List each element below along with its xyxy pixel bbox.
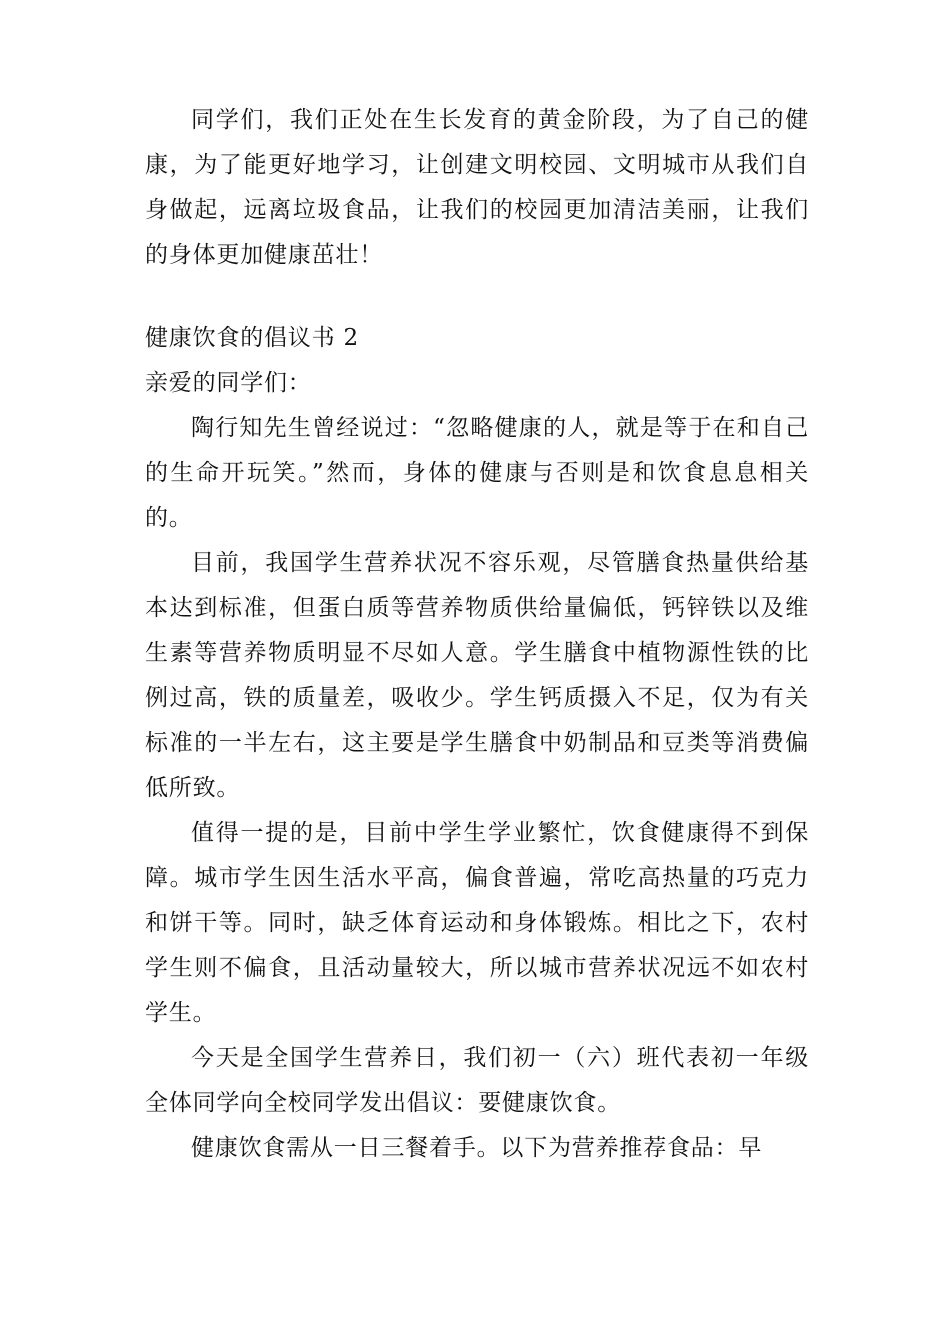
body-paragraph-1: 陶行知先生曾经说过：“忽略健康的人，就是等于在和自己的生命开玩笑。”然而，身体的健康与否则是和饮食息息相关的。 bbox=[145, 415, 809, 531]
body-paragraph-4: 今天是全国学生营养日，我们初一（六）班代表初一年级全体同学向全校同学发出倡议：要健康饮食。 bbox=[145, 1045, 809, 1116]
closing-block bbox=[145, 98, 809, 278]
salutation: 亲爱的同学们： bbox=[145, 370, 312, 396]
body-paragraph-3: 值得一提的是，目前中学生学业繁忙，饮食健康得不到保障。城市学生因生活水平高，偏食普遍，常吃高热量的巧克力和饼干等。同时，缺乏体育运动和身体锻炼。相比之下，农村学生则不偏食，且活动量较大，所以城市营养状况远不如农村学生。 bbox=[145, 820, 809, 1026]
document-page bbox=[145, 98, 809, 1171]
body-paragraph-2: 目前，我国学生营养状况不容乐观，尽管膳食热量供给基本达到标准，但蛋白质等营养物质供给量偏低，钙锌铁以及维生素等营养物质明显不尽如人意。学生膳食中植物源性铁的比例过高，铁的质量差，吸收少。学生钙质摄入不足，仅为有关标准的一半左右，这主要是学生膳食中奶制品和豆类等消费偏低所致。 bbox=[145, 550, 809, 801]
section-title: 健康饮食的倡议书 2 bbox=[145, 325, 359, 351]
closing-paragraph: 同学们，我们正处在生长发育的黄金阶段，为了自己的健康，为了能更好地学习，让创建文明校园、文明城市从我们自身做起，远离垃圾食品，让我们的校园更加清洁美丽，让我们的身体更加健康茁壮！ bbox=[145, 107, 809, 268]
body-paragraph-5: 健康饮食需从一日三餐着手。以下为营养推荐食品：早 bbox=[191, 1135, 763, 1161]
